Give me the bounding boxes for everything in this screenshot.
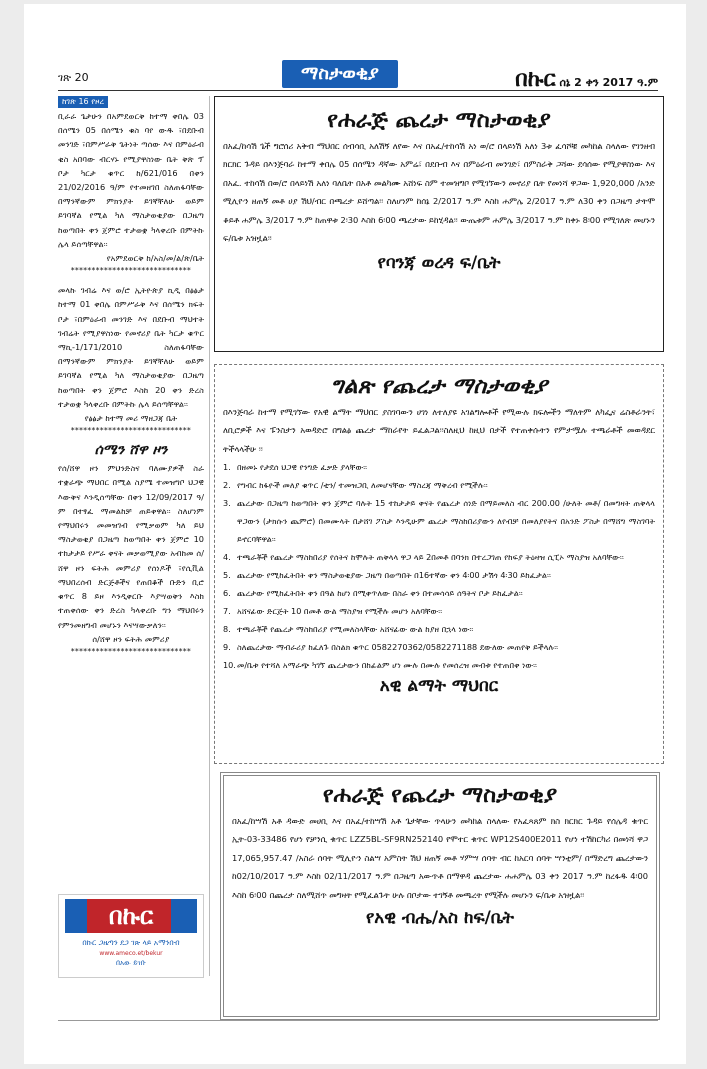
list-item-text: ጨረታው የሚከፈትበት ቀን ማስታወቂያው ጋዜጣ በወጣበት በ16ተኛው ቀን 4፡00 ታሽጎ 4፡30 ይከፈታል፡፡: [237, 570, 551, 581]
page-label: ገጽ: [58, 71, 72, 84]
list-item-text: ተጫራቾች የጨረታ ማስከበሪያ የሚመለስላቸው አሸናፊው ውል ከያዘ በኋላ ነው፡፡: [237, 624, 474, 635]
logo-tagline: በኩር ጋዜጣን ደጋ ገጽ ላይ አማንበብ: [82, 938, 180, 947]
page-number-value: 20: [74, 71, 89, 84]
logo-right-strip: [171, 899, 197, 933]
list-item-text: ጨረታው የሚከፈትበት ቀን በዓል ከሆነ በሚቀጥለው በስራ ቀን በተመሳሳይ ሰዓትና ቦታ ይከፈታል፡፡: [237, 588, 523, 599]
ad-title: የሐራጅ የጨረታ ማስታወቂያ: [322, 782, 558, 808]
list-item-number: 9.: [223, 642, 231, 653]
bekur-logo: [65, 899, 197, 933]
paper-name: በኩር: [515, 66, 556, 92]
section-banner: ማስታወቂያ: [282, 60, 398, 88]
list-item-number: 1.: [223, 462, 231, 473]
list-item-number: 7.: [223, 606, 231, 617]
list-item-text: ጨረታው በጋዜጣ ከወጣበት ቀን ጀምሮ ባሉት 15 ተከታታይ ቀናት የጨረታ ሰነድ በማይመለስ ብር 200.00 /ሁለት መቶ/ በመግዛት ጠቅላላ ዋጋውን (ታክሱን ጨምሮ) በመሙላት በታሸገ ፖስታ እንዲሁም ጨረታ ማስከበሪያውን ለየብቻ በመለያየትና በአንድ ፖስታ በማሸግ ማስገባት ይኖርባቸዋል፡፡: [237, 498, 655, 545]
ad-body: በአፈ/ከሳሽ ጌች ግሮሰሪ አቅብ ማህበር ሰብሳቢ አለሽኝ ለየው እና በአፈ/ተከሳሽ አነ ወ/ሮ በላይነሽ አለነ 3ቱ ፈሳሾቹ መካከል ስላለው የገንዘብ ክርክር ጉዳይ በእንጅባራ ከተማ ቀበሌ 05 በሰሜን ዳኛው አምሬ፣ በደቡብ እና በምዕራብ መንገድ፣ በምስራቅ ጋሻው ደሳሰው የሚያዋስነው እና በአፈ. ተከሳሽ በወ/ሮ በላይነሽ አለነ ባለቤት በአቶ መልካሙ አሸነፍ ስም ተመዝግቦ የሚገኘውን መኖሪያ ቤት የመነሻ ዋጋው 1,920,000 /አንድ ሚሊዮን ዘጠኝ መቶ ሀያ ሽህ/ብር በጫረታ ይሸጣል፡፡ ስለሆነም ከሰኔ 2/2017 ዓ.ም እስከ ሐምሌ 2/2017 ዓ.ም ለ30 ቀን በጋዜጣ ታትሞ ቆይቶ ሐምሌ 3/2017 ዓ.ም ከጠዋቱ 2፡30 እስከ 6፡00 ጫረታው ይከሂዳል፡፡ ውጤቱም ሐምሌ 3/2017 ዓ.ም ከቀኑ 8፡00 የሚገለጽ መሆኑን ፍ/ቤቱ አዝዟል፡፡: [223, 141, 655, 244]
list-item-number: 8.: [223, 624, 231, 635]
footer-divider: [58, 1020, 658, 1021]
list-item: [223, 638, 655, 656]
page-header: [24, 4, 686, 92]
continuation-tag: ከገጽ 16 የዞረ: [58, 96, 108, 108]
ad-signature: አዊ ልማት ማህበር: [379, 676, 499, 697]
notice-1-signature: የአምደወርቅ ከ/አስ/መ/ል/ጽ/ቤት: [106, 253, 204, 264]
separator-stars: *****************************: [70, 266, 192, 276]
notice-1: ቢራራ ጌታሁን በአምደወርቅ ከተማ ቀበሌ 03 በሰሜን 05 በሰሜን ቁስ ባየ ውዱ ፣በደቡብ መንገድ ፣በምሥራቅ ጌትነት ጣሰው እና በምዕራብ ቂስ አበባው ብርሃኑ የሚያዋስነው ቤት ቅጽ ፕ ቦታ ካርታ ቁጥር ከ/621/016 በቀን 21/02/2016 ዓ/ም የተመዘገበ ስለጠፋባቸው በማንኛውም ምክንያት ይገኛቸለሁ ወይም ይገባኛል የሚል ካለ ማስታወቂያው በጋዜጣ ከወጣበት ቀን ጀምሮ ተታወቋ ካላቀረቡ በምትኩ ሌላ ይሰጣቸዋል፡፡: [58, 111, 204, 249]
list-item-number: 2.: [223, 480, 231, 491]
column-divider: [209, 96, 210, 976]
logo-word: በኩር: [108, 902, 154, 930]
separator-stars: *****************************: [70, 426, 192, 436]
left-column: [58, 94, 204, 1014]
issue-date: ሰኔ 2 ቀን 2017 ዓ.ም: [559, 76, 658, 89]
list-item-text: በዘመኑ የታደሰ ህጋዊ የንግድ ፈቃድ ያላቸው፡፡: [237, 462, 368, 473]
notice-2: መላኩ ገብሬ እና ወ/ሮ ኢትዮጵያ ኪዲ በፅፅታ ከተማ 01 ቀበሌ በምሥራቅ እና በሰሜን ክፍት ቦታ ፣በምዕራብ መንገድ እና በደቡብ ማህተት ገብሬት የሚያዋስነው የመኖሪያ ቤት ካርታ ቁጥር ማኪ-1/171/2010 ስለጠፋባቸው በማንኛውም ምክንያት ይገኛቸለሁ ወይም ይገባኛል የሚል ካለ ማስታወቂያው በጋዜጣ ከወጣበት ቀን ጀምሮ እስከ 20 ቀን ድረስ ተታወቋ ካላቀረቡ በምትኩ ሌላ ይሰጣቸዋል፡፡: [58, 285, 204, 409]
list-item: [223, 476, 655, 494]
header-divider: [58, 90, 658, 91]
list-item: [223, 494, 655, 548]
list-item-text: የግብር ከፋዮች መለያ ቁጥር /ቲን/ ተመዝጋቢ ለመሆናቸው ማስረጃ ማቅረብ የሚችሉ፡፡: [237, 480, 488, 491]
ad-title: የሐራጅ ጨረታ ማስታወቂያ: [327, 107, 551, 133]
list-item-number: 3.: [223, 498, 231, 509]
requirements-list: [215, 458, 663, 674]
logo-footer-text: በአው ይገቡ: [116, 959, 146, 967]
logo-url[interactable]: www.ameco.et/bekur: [99, 950, 163, 957]
list-item: [223, 620, 655, 638]
ad-signature: የባንጃ ወረዳ ፍ/ቤት: [377, 253, 501, 274]
ad-intro: በእንጅባራ ከተማ የሚገኘው የአዊ ልማት ማህበር ያስገባውን ሀገነ ለተለያዩ አገልግሎቶች የሚውሉ ክፍሎችን ማለትም ለካፌና ሬስቶራንት፣ ለቢሮዎች እና ፑንስታን አወዳድሮ በግልፅ ጨረታ ማከራየት ይፈልጋል፡፡ስለዚህ ከዚህ በታች የተጠቀሱትን የምታሟሉ ተጫራቶች መወዳደር ትችላላችሁ ፡፡: [223, 407, 655, 454]
page-number: [58, 71, 89, 85]
masthead: [515, 66, 658, 92]
logo-left-strip: [65, 899, 87, 933]
list-item-number: 10.: [223, 660, 236, 671]
notice-3: የሰ/ሸዋ ዞን ምህንድስና ባለሙያዎች ስራ ተቋራጭ ማህበር በሚል ስያሜ ተመዝግቦ ህጋዊ እውቅና እንዲሰጣቸው በቀን 12/09/2017 ዓ/ም በተፃፈ ማመልከቻ ጠይቀዋል፡፡ ስለሆነም የማህበሩን መመዝገብ የሚቃወም ካለ ይህ ማስታወቂያ በጋዜጣ ከወጣበት ቀን ጀምሮ 10 ተከታታይ የሥራ ቀናት መቃወሚያው አብከመ ሰ/ሸዋ ዞን ፍትሕ መምሪያ የሰነዶች ፣የሲቪል ማህበረሰብ ድርጅቶችና የጠበቆች ቡድን ቢሮ ቁጥር 8 ይዞ እንዲቀርቡ እያሣወቅን እስከ ተጠቀሰው ቀን ድረስ ካላቀረቡ ግን ማህበሩን የምንመዘግብ መሆኑን እናሣውቃለን፡፡: [58, 463, 204, 630]
list-item: [223, 458, 655, 476]
list-item-text: አሸናፊው ድርጅት 10 በመቶ ውል ማስያዝ የሚችሉ መሆን አለባቸው፡፡: [237, 606, 443, 617]
list-item: [223, 602, 655, 620]
list-item: [223, 548, 655, 566]
newspaper-page: [24, 4, 686, 1064]
notice-2-signature: የፅፅታ ከተማ መሪ ማዘጋጃ ቤት: [84, 413, 178, 424]
list-item: [223, 566, 655, 584]
auction-notice-2: [220, 772, 660, 1020]
list-item-number: 6.: [223, 588, 231, 599]
list-item-number: 4.: [223, 552, 231, 563]
ad-signature: የአዊ ብሔ/አስ ከፍ/ቤት: [365, 908, 515, 929]
notice-3-signature: ሰ/ሸዋ ዞን ፍትሕ መምሪያ: [92, 633, 170, 644]
open-tender-notice: [214, 364, 664, 764]
list-item-number: 5.: [223, 570, 231, 581]
section-title: ሰሜን ሸዋ ዞን: [94, 442, 168, 459]
auction-notice-1: [214, 96, 664, 352]
ad-title: ግልጽ የጨረታ ማስታወቂያ: [330, 373, 548, 399]
ad-body: በአፈ/ከሣሽ አቶ ዳውድ መሀቢ እና በአፈ/ተከሣሽ አቶ ጌታቸው ጥላሁን መካከል ስላለው የአፈጻጸም ክስ ክርክር ጉዳይ የሰሌዳ ቁጥር ኢት-03-33486 የሆነ የቻንሲ ቁጥር LZZ5BL-SF9RN252140 የሞተር ቁጥር WP12S400E2011 የሆነ ተሽከርካሪ በመነሻ ዋጋ 17,065,957.47 /አስራ ሰባት ሚሊዮን ስልሣ አምስት ሽህ ዘጠኝ መቶ ሃምሣ ሰባት ብር ከአርባ ሰባት ሣንቲም/ በማድረግ ጨረታውን ከ02/10/2017 ዓ.ም እስከ 02/11/2017 ዓ.ም በጋዜጣ አውጥቶ በማዋዳ ጨረታው ሐሐምሌ 03 ቀን 2017 ዓ.ም ከረፋዱ 4፡00 እስከ 6፡00 በጨረታ ስለሚሸጥ መግዛት የሚፈልጉት ሁሉ በቦታው ተገኝቶ መጫረት የሚችሉ መሆኑን ፍ/ቤቱ አዝዟል፡፡: [232, 816, 648, 900]
list-item-text: መ/ቤቱ የተሻለ አማራጭ ካገኘ ጨረታውን በከፊልም ሆነ ሙሉ በሙሉ የመሰረዝ መብቱ የተጠበቀ ነው፡፡: [237, 660, 537, 671]
list-item-text: ስለጨረታው ማብራሪያ ከፈለጉ በስልክ ቁጥር 0582270362/0582271188 ደውለው መጠየቅ ይችላሉ፡፡: [237, 642, 559, 653]
separator-stars: *****************************: [70, 646, 192, 656]
list-item-text: ተጫራቾች የጨረታ ማስከበሪያ የሰትና ከሞሉት ጠቅላላ ዋጋ ላይ 2በመቶ በባንክ በተረጋገጠ የከፍያ ትዕዛዝ ሲፒኦ ማስያዝ አለባቸው፡፡: [237, 552, 624, 563]
bekur-logo-ad: [58, 894, 204, 978]
list-item: [223, 656, 655, 674]
list-item: [223, 584, 655, 602]
